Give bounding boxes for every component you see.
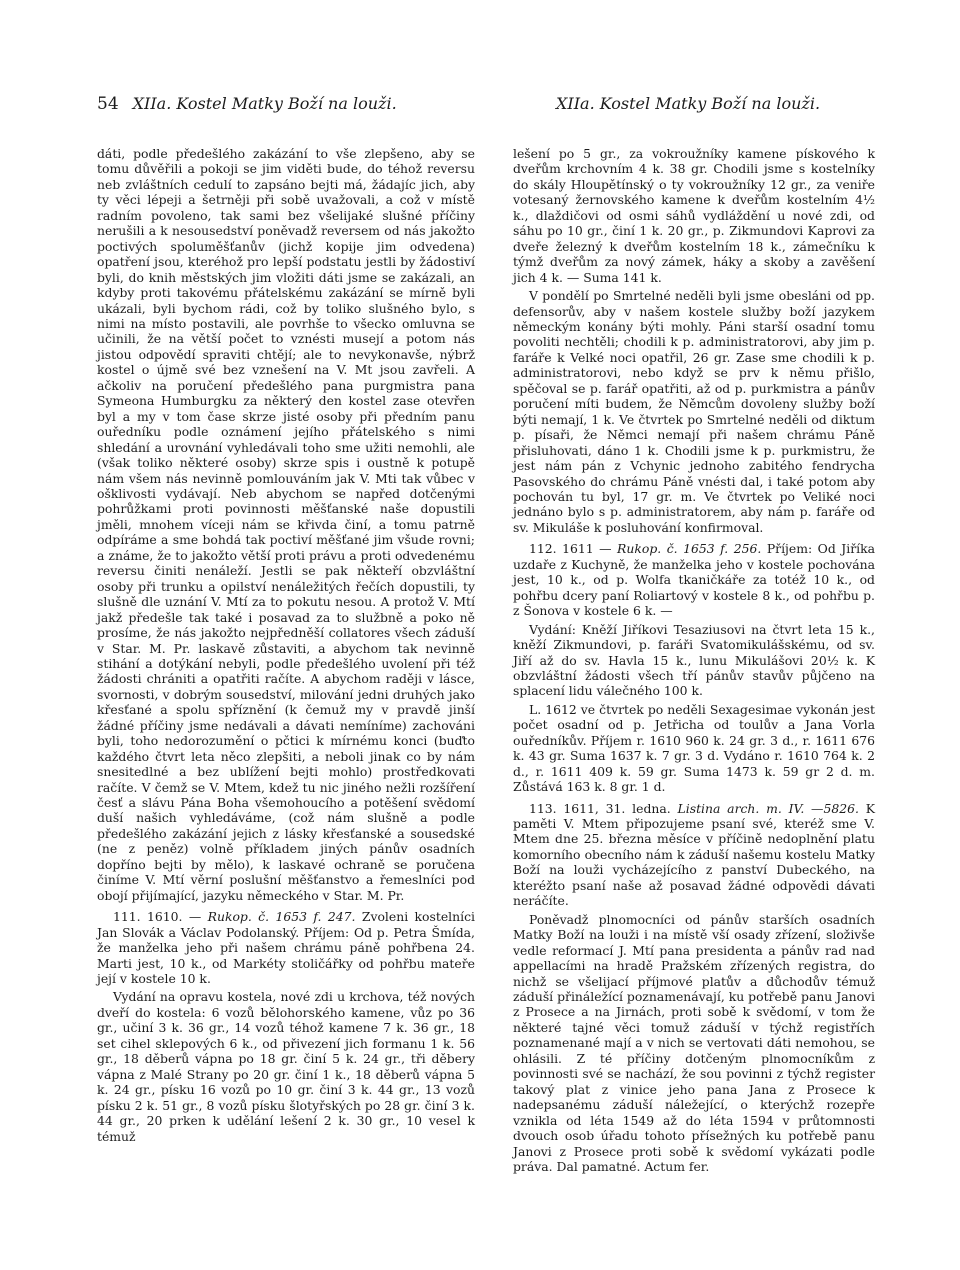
entry-source: Listina arch. m. IV. —5826. bbox=[677, 800, 859, 816]
paragraph: L. 1612 ve čtvrtek po neděli Sexagesimae vykonán jest počet osadní od p. Jetřicha od toulův a Jana Vorla ouředníkův. Příjem r. 1610 960 k. 24 gr. 3 d., r. 1611 676 k. 43 gr. Suma 1637 k. 7 gr. 3 d. Vydáno r. 1610 764 k. 2 d., r. 1611 409 k. 59 gr. Suma 1473 k. 59 gr 2 d. m. Zůstává 163 k. 8 gr. 1 d. bbox=[513, 701, 875, 795]
paragraph: dáti, podle předešlého zakázání to vše zlepšeno, aby se tomu důvěřili a pokoji se jim viděti bude, do téhož reversu neb zvláštních cedulí to zapsáno bejti má, žádajíc jich, aby ty věci lépeji a šetrněji při sobě uvažovali, a což v místě radním povoleno, tak sami bez všelijaké slušné příčiny nerušili a k nesousedství poněvadž reversem od nás jakožto poctivých spoluměšťanův (jichž kopije jim odvedena) opatření jsou, kteréhož pro lepší podstatu jestli by žádostiví byli, do knih městských jim vložiti dáti jsme se zakázali, an kdyby proti takovému přátelskému zakázání se mírně byli ukázali, byli bychom rádi, což by toliko slušného bylo, s nimi na místo postavili, ale povrhše to všecko omluvna se učinili, že na větší počet to vznésti musejí a potom nás jistou odpovědí spraviti chtějí; ale to nevykonavše, nýbrž kostel o újmě své bez vznešení na V. Mt jsou zavřeli. A ačkoliv na poručení předešlého pana purgmistra pana Symeona Humburgku za některý den kostel zase otevřen byl a my v tom čase skrze jisté osoby při předním panu ouředníku podle oznámení jejího přátelského s nimi shledání a urovnání vyhledávali toho sme užiti nemohli, ale (však toliko některé osoby) skrze spis i oustně k potupě nám všem nás nevinně pomlouváním jak V. Mti tak vůbec v ošklivosti vydávají. Neb abychom se napřed dotčenými pohrůžkami proti povinnosti měšťanské naše dopustili jměli, mnohem víceji nám se křivda činí, a tomu patrně odpíráme a sme bohdá tak poctiví měšťané jim všude rovni; a známe, že to jakožto větší proti právu a proti odvedenému reversu činiti nenáleží. Jestli se pak někteří obzvláštní osoby při trunku a opilství nenáležitých řečích dopustili, ty slušně dle uznání V. Mtí za to pokutu nesou. A protož V. Mtí jakž předešle tak také i posavad za to službně a poko ně prosíme, že nás jakožto nejpředněší collatores všech záduší v Star. M. Pr. laskavě zůstaviti, a abychom tak nevinně stihání a dotýkání nebyli, podle předešlého uvolení při též žádosti chrániti a opatřiti račíte. A abychom raději v lásce, svornosti, v dobrým sousedství, milování jedni druhých jako křesťané a spolu spříznění (k čemuž my v pravdě jinší žádné příčiny jsme nedávali a dávati nemíníme) zachováni byli, toho nedorozumění o pčtici k mírnému konci (buďto každého čtvrt leta něco zlepšiti, a neboli jinak co by nám snesitedlné a bez ublížení bejti mohlo) prostředkovati račíte. V čemž se V. Mtem, kdež tu nic jiného nežli rozšíření česť a slávu Pána Boha všemohoucího a potěšení svědomí duší našich vyhledáváme, (což nám slušně a podle předešlého zakázání jejich z lásky křesťanské a sousedské (ne z peněz) volně příkladem jiných pánův osadních dopříno bejti by mělo), k laskavé ochraně se poručena činíme V. Mtí věrní poslušní měšťanstvo a řemeslníci pod obojí přijímající, jazyku německého v Star. M. Pr. bbox=[97, 146, 475, 903]
page-header-right bbox=[556, 94, 820, 113]
entry-source: Rukop. č. 1653 f. 256. bbox=[617, 541, 762, 557]
paragraph: Poněvadž plnomocníci od pánův starších osadních Matky Boží na louži i na místě vší osady zřízení, složivše vedle reformací J. Mtí pana presidenta a pánův rad nad appellacími na hradě Pražském zřízených registra, do nichž se všelijací příjmové platův a důchodův témuž záduší přináležící poznamenávají, ku potřebě panu Janovi z Prosece a na Jirnách, proti sobě k svědomí, v tom že některé tajné věci tomuž záduší v týchž registřích poznamenané mají a v nich se vertovati dáti nemohou, se ohlásili. Z té příčiny dotčeným plnomocníkům z povinnosti své se nachází, že sou povinni z týchž register takový plat z vinice jeho pana Jana z Prosece k nadepsanému záduší náležející, o kterýchž rozepře vznikla od léta 1549 až do léta 1594 v průtomnosti dvouch osob úřadu tohoto přísežných ku potřebě panu Janovi z Prosece proti sobě k svědomí vykázati podle práva. Dal pamatné. Actum fer. bbox=[513, 911, 875, 1174]
paragraph: Vydání na opravu kostela, nové zdi u krchova, též nových dveří do kostela: 6 vozů bělohorského kamene, vůz po 36 gr., učiní 3 k. 36 gr., 14 vozů téhož kamene 7 k. 36 gr., 18 set cihel sklepových 6 k., od přivezení jich formanu 1 k. 56 gr., 18 děberů vápna po 18 gr. činí 5 k. 24 gr., tři děbery vápna z Malé Strany po 20 gr. činí 1 k., 18 děberů vápna 5 k. 24 gr., písku 16 vozů po 10 gr. činí 3 k. 44 gr., 13 vozů písku 2 k. 51 gr., 8 vozů písku šlotyřských po 28 gr. činí 3 k. 44 gr., 20 prken k udělání lešení 2 k. 30 gr., 10 vesel k témuž bbox=[97, 989, 475, 1144]
right-column bbox=[513, 146, 875, 1174]
left-column bbox=[97, 146, 475, 1144]
entry-text: Příjem: Od Jiříka uzdaře z Kuchyně, že manželka jeho v kostele pochována jest, 10 k., od p. Wolfa tkaničkáře za totéž 10 k., od pohřbu dcery paní Roliartový v kostele 8 k., od pohřbu p. z Šonova v kostele 6 k. — bbox=[513, 541, 875, 619]
running-title-right: XIIa. Kostel Matky Boží na louži. bbox=[556, 94, 821, 113]
entry-heading: 113. 1611, 31. ledna. bbox=[529, 800, 678, 816]
entry-text: K paměti V. Mtem připozujeme psaní své, kteréž sme V. Mtem dne 25. března měsíce v příčině nedoplnění platu komorního obecního nám k záduší našemu kostelu Matky Boží na louži vycházejícího z panství Dubeckého, na kteréžto psaní naše až posavad žádné odpovědi dávati neráčíte. bbox=[513, 800, 875, 909]
page-number: 54 bbox=[97, 94, 119, 114]
paragraph: V pondělí po Smrtelné neděli byli jsme obesláni od pp. defensorův, aby v našem kostele služby boží jazykem německým konány býti mohly. Páni starší osadní tomu povoliti nechtěli; chodili k p. administratorovi, aby jim p. faráře k Velké noci opatřil, 26 gr. Zase sme chodili k p. administratorovi, nebo když se prv k němu přišlo, spěčoval se p. farář opatřiti, až od p. purkmistra a pánův poručení míti budem, že Němcům dovoleny služby boží býti nemají, 1 k. Ve čtvrtek po Smrtelné neděli od diktum p. písaři, že Němci nemají při našem chrámu Páně přisluhovati, dáno 1 k. Chodili jsme k p. purkmistru, že jest nám pán z Vchynic jednoho zabitého fendrycha Pasovského do chrámu Páně vnésti dal, i také potom aby pochován tu byl, 17 gr. m. Ve čtvrtek po Veliké noci jednáno bylo s p. administratorem, aby nám p. faráře od sv. Mikuláše k posluhování konfirmoval. bbox=[513, 288, 875, 535]
entry-heading: 111. 1610. — bbox=[113, 909, 208, 925]
running-title-left: XIIa. Kostel Matky Boží na louži. bbox=[132, 94, 397, 113]
entry-111 bbox=[97, 909, 475, 986]
entry-source: Rukop. č. 1653 f. 247. bbox=[207, 909, 356, 925]
paragraph: lešení po 5 gr., za vokroužníky kamene pískového k dveřům krchovním 4 k. 38 gr. Chodili jsme s kostelníky do skály Hloupětínský o ty vokroužníky 12 gr., za veniře votesaný žernovského kamene k dveřům kostelním 4½ k., dlaždičovi od osmi sáhů vydláždění u nové zdi, od sáhu po 10 gr., činí 1 k. 20 gr., p. Zikmundovi Kaprovi za dveře železný k dveřům kostelním 18 k., zámečníku k týmž dveřům za nový zámek, háky a skoby a zavěšení jich 4 k. — Suma 141 k. bbox=[513, 146, 875, 285]
entry-text: Zvoleni kostelníci Jan Slovák a Václav Podolanský. Příjem: Od p. Petra Šmída, že manželka jeho při našem chrámu páně pohřbena 24. Marti jest, 10 k., od Markéty stoličářky od pohřbu mateře její v kostele 10 k. bbox=[97, 909, 475, 987]
entry-113 bbox=[513, 801, 875, 909]
entry-heading: 112. 1611 — bbox=[529, 541, 618, 557]
paragraph: Vydání: Kněží Jiříkovi Tesaziusovi na čtvrt leta 15 k., kněží Zikmundovi, p. faráři Svatomikulášskému, od sv. Jiří až do sv. Havla 15 k., lunu Mikulášovi 20½ k. K obzvláštní žádosti všech tří pánův stavův půjčeno na splacení lidu válečného 100 k. bbox=[513, 621, 875, 699]
page-header-left bbox=[97, 94, 397, 114]
entry-112 bbox=[513, 541, 875, 618]
